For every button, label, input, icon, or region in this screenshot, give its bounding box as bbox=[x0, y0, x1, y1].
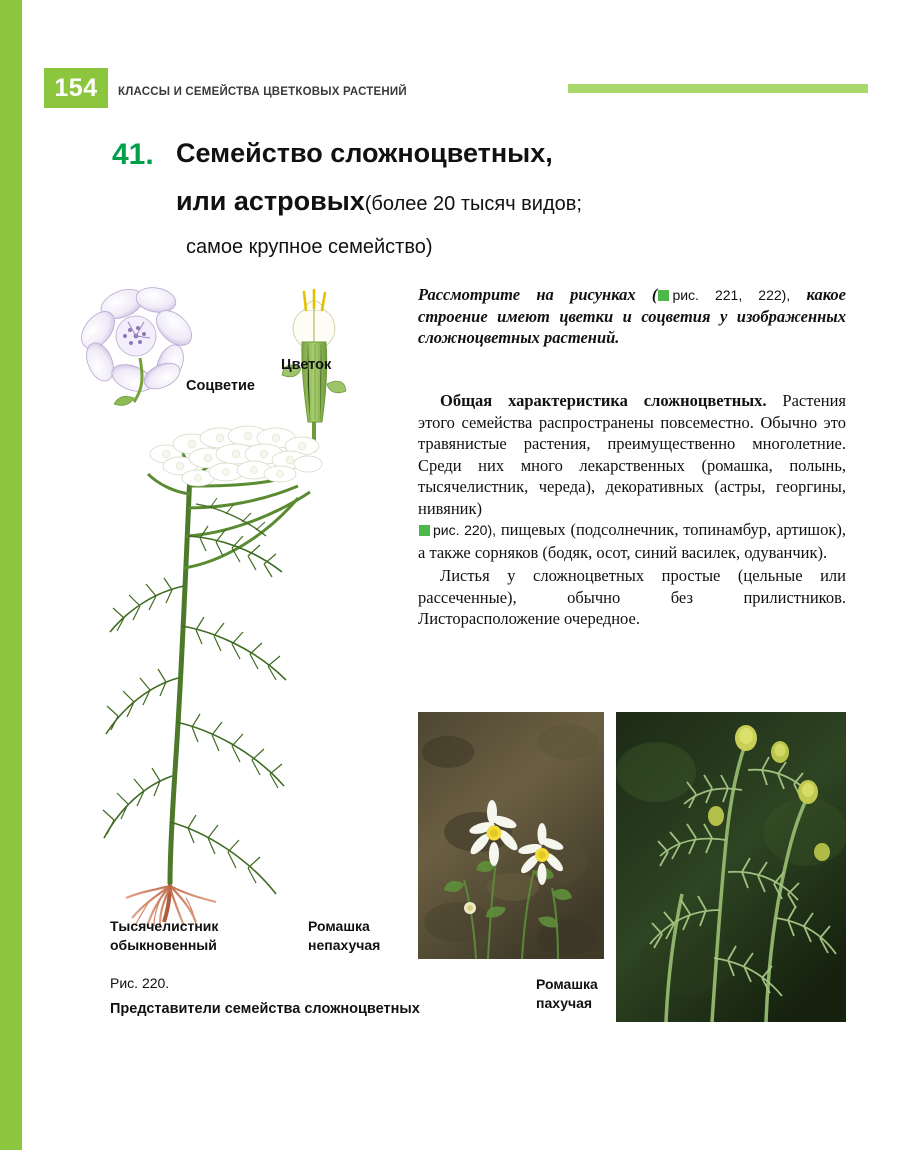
caption-chamomile-line-2: непахучая bbox=[308, 937, 381, 953]
page-spine-decoration bbox=[0, 0, 22, 1150]
body-text bbox=[418, 390, 846, 630]
body-paragraph-1-rest: Растения этого семейства распространены повсеместно. Обычно это травянистые растения, преимущественно многолетние. Среди них много лекарственных (ромашка, полынь, тысячелистник, череда), декоративных (астры, георгины, нивяник) bbox=[418, 391, 846, 518]
photo-chamomile-field bbox=[418, 712, 604, 959]
caption-yarrow bbox=[110, 917, 218, 955]
header-rule-decoration bbox=[568, 84, 868, 93]
running-header-title: КЛАССЫ И СЕМЕЙСТВА ЦВЕТКОВЫХ РАСТЕНИЙ bbox=[118, 86, 407, 98]
green-square-marker-icon-2 bbox=[419, 525, 430, 536]
intro-note-before: Рассмотрите на рисунках ( bbox=[418, 285, 658, 304]
caption-pineapple-weed-line-2: пахучая bbox=[536, 995, 593, 1011]
caption-chamomile bbox=[308, 917, 380, 955]
caption-pineapple-weed bbox=[536, 975, 598, 1013]
section-number: 41. bbox=[112, 138, 154, 171]
body-paragraph-2: Листья у сложноцветных простые (цельные или рассеченные), обычно без прилистников. Листорасположение очередное. bbox=[418, 566, 846, 628]
intro-note bbox=[418, 284, 846, 348]
page-number-badge bbox=[44, 68, 108, 108]
intro-figure-reference: рис. 221, 222), bbox=[672, 287, 791, 303]
body-lead-term: Общая характеристика сложноцветных. bbox=[440, 391, 767, 410]
figure-caption: Представители семейства сложноцветных bbox=[110, 1001, 420, 1017]
page-title-line-2-main: или астровых bbox=[176, 186, 365, 216]
inflorescence-drawing bbox=[75, 286, 198, 405]
photo-pineapple-weed bbox=[616, 712, 846, 1022]
page-title-line-2-sub: (более 20 тысяч видов; bbox=[364, 193, 582, 215]
body-paragraph-1-tail: пищевых (подсолнечник, топинамбур, артишок), а также сорняков (бодяк, осот, синий василек, одуванчик). bbox=[418, 520, 846, 562]
figure-number: Рис. 220. bbox=[110, 975, 170, 991]
caption-yarrow-line-2: обыкновенный bbox=[110, 937, 217, 953]
intro-note-after: какое строение имеют цветки и соцветия у изображенных сложноцветных растений. bbox=[418, 285, 847, 347]
page-number: 154 bbox=[54, 73, 98, 102]
label-inflorescence: Соцветие bbox=[186, 378, 255, 394]
caption-chamomile-line-1: Ромашка bbox=[308, 918, 370, 934]
page-title-line-2 bbox=[176, 186, 582, 217]
body-paragraph-1 bbox=[418, 390, 846, 563]
corymb-flower-cluster bbox=[150, 426, 322, 486]
green-square-marker-icon bbox=[658, 290, 669, 301]
yarrow-plant-drawing bbox=[103, 426, 322, 926]
daisy-bud bbox=[464, 902, 476, 914]
caption-pineapple-weed-line-1: Ромашка bbox=[536, 976, 598, 992]
page-title-line-1: Семейство сложноцветных, bbox=[176, 138, 553, 168]
caption-yarrow-line-1: Тысячелистник bbox=[110, 918, 219, 934]
body-figure-reference: рис. 220), bbox=[433, 522, 497, 538]
page-title-line-3: самое крупное семейство) bbox=[186, 236, 433, 258]
label-flower: Цветок bbox=[281, 357, 332, 373]
yarrow-leaves bbox=[103, 498, 286, 894]
